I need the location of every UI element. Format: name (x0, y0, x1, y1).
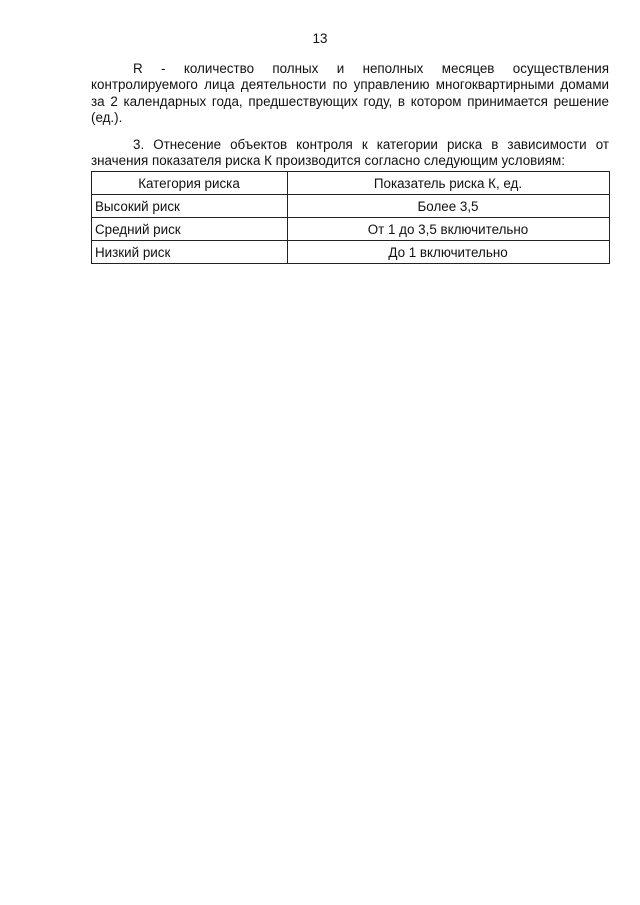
row-medium-risk-value: От 1 до 3,5 включительно (288, 218, 610, 241)
table-header-row (92, 172, 610, 195)
page-number: 13 (312, 31, 328, 46)
body-text (91, 61, 609, 169)
risk-category-table (91, 171, 610, 264)
row-medium-risk-category: Средний риск (92, 218, 288, 241)
table-row (92, 195, 610, 218)
header-risk-indicator: Показатель риска К, ед. (288, 172, 610, 195)
header-risk-category: Категория риска (92, 172, 288, 195)
paragraph-risk-category-assignment: 3. Отнесение объектов контроля к категории риска в зависимости от значения показателя риска К производится согласно следующим условиям: (91, 136, 609, 169)
row-low-risk-category: Низкий риск (92, 241, 288, 264)
row-high-risk-category: Высокий риск (92, 195, 288, 218)
table-row (92, 241, 610, 264)
paragraph-r-definition: R - количество полных и неполных месяцев осуществления контролируемого лица деятельности по управлению многоквартирными домами за 2 календарных года, предшествующих году, в котором принимается решение (ед.). (91, 61, 609, 126)
row-low-risk-value: До 1 включительно (288, 241, 610, 264)
row-high-risk-value: Более 3,5 (288, 195, 610, 218)
table-row (92, 218, 610, 241)
